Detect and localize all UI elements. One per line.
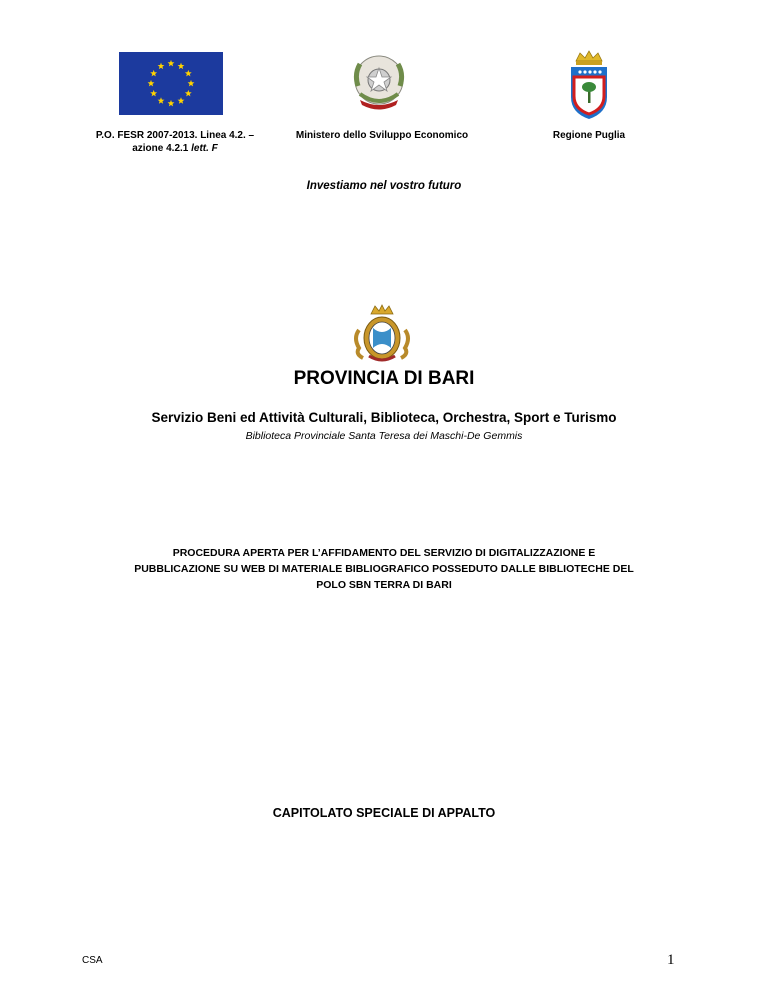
- provincia-title: PROVINCIA DI BARI: [293, 368, 475, 389]
- caption-ministero: Ministero dello Sviluppo Economico: [295, 130, 469, 141]
- procedura-line2: PUBBLICAZIONE SU WEB DI MATERIALE BIBLIOGRAFICO POSSEDUTO DALLE BIBLIOTECHE DEL: [134, 563, 634, 575]
- slogan: Investiamo nel vostro futuro: [306, 180, 462, 192]
- provincia-bari-emblem: [351, 304, 413, 364]
- procedura-heading: [60, 545, 708, 593]
- procedura-line1: PROCEDURA APERTA PER L’AFFIDAMENTO DEL SERVIZIO DI DIGITALIZZAZIONE E: [172, 547, 596, 559]
- caption-fesr-line1: P.O. FESR 2007-2013. Linea 4.2. –: [95, 130, 255, 141]
- caption-regione: Regione Puglia: [552, 130, 626, 141]
- servizio-heading: Servizio Beni ed Attività Culturali, Biblioteca, Orchestra, Sport e Turismo: [151, 410, 617, 425]
- procedura-line3: POLO SBN TERRA DI BARI: [316, 579, 452, 591]
- capitolato-title: CAPITOLATO SPECIALE DI APPALTO: [272, 806, 496, 820]
- caption-fesr-line2: azione 4.2.1 lett. F: [132, 143, 218, 154]
- italy-republic-emblem: [346, 50, 412, 114]
- biblioteca-subheading: Biblioteca Provinciale Santa Teresa dei Maschi-De Gemmis: [245, 430, 523, 442]
- eu-flag-logo: [119, 52, 223, 115]
- caption-fesr: [82, 129, 268, 155]
- page-number: 1: [667, 952, 675, 968]
- footer-label: CSA: [82, 955, 103, 966]
- regione-puglia-emblem: [568, 49, 610, 121]
